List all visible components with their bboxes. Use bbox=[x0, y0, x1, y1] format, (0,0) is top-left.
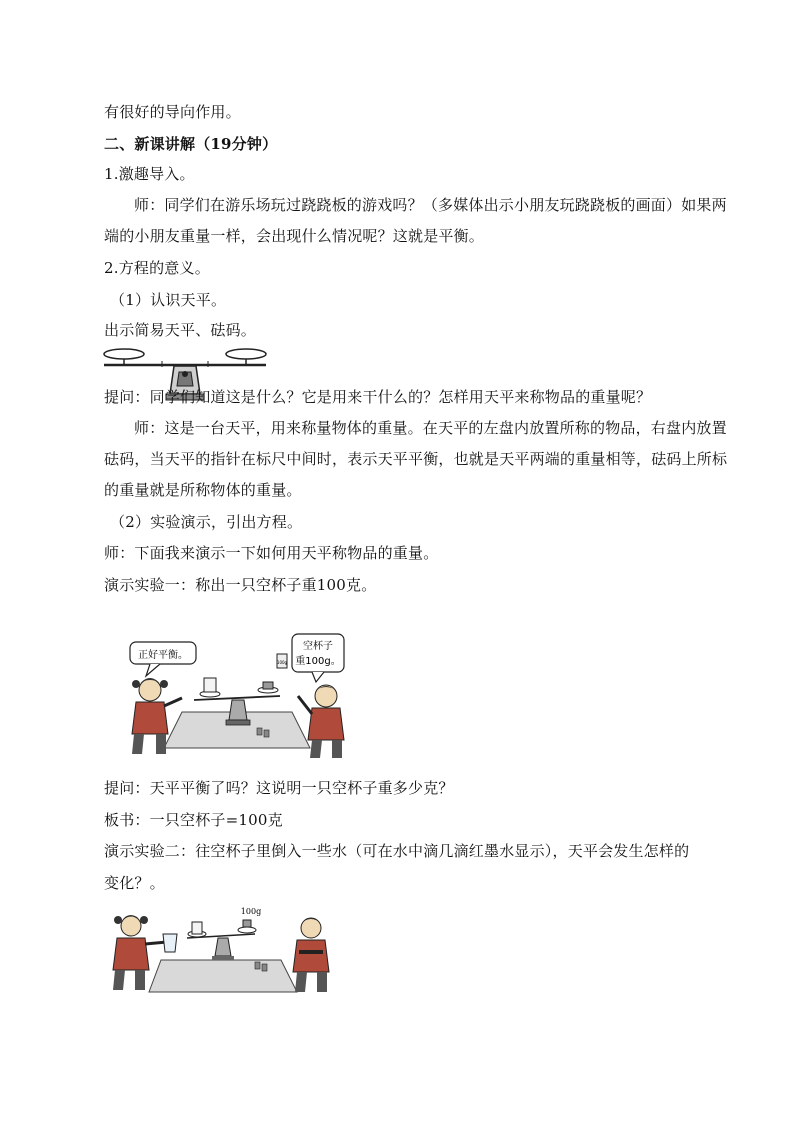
paragraph-line: 师：这是一台天平，用来称量物体的重量。在天平的左盘内放置所称的物品，右盘内放置 bbox=[134, 419, 727, 437]
experiment-two-figure bbox=[105, 904, 335, 996]
paragraph-line: 出示简易天平、砝码。 bbox=[104, 321, 257, 339]
bubble-right-text-1: 空杯子 bbox=[303, 641, 333, 652]
paragraph-line: 砝码，当天平的指针在标尺中间时，表示天平平衡，也就是天平两端的重量相等，砝码上所标 bbox=[104, 450, 728, 468]
paragraph-line: 演示实验一：称出一只空杯子重100克。 bbox=[104, 576, 377, 594]
subsection-item: （1）认识天平。 bbox=[110, 291, 227, 309]
paragraph-line: 的重量就是所称物体的重量。 bbox=[104, 481, 302, 499]
paragraph-line: 演示实验二：往空杯子里倒入一些水（可在水中滴几滴红墨水显示），天平会发生怎样的 bbox=[104, 842, 690, 860]
paragraph-line: 端的小朋友重量一样，会出现什么情况呢？这就是平衡。 bbox=[104, 227, 485, 245]
paragraph-line: 师：下面我来演示一下如何用天平称物品的重量。 bbox=[104, 544, 439, 562]
section-heading: 二、新课讲解（19分钟） bbox=[104, 135, 278, 153]
paragraph-line: 变化？。 bbox=[104, 874, 165, 892]
experiment-one-figure bbox=[120, 604, 355, 762]
bubble-left-text: 正好平衡。 bbox=[138, 650, 188, 661]
weight-label: 100g bbox=[276, 660, 288, 665]
subsection-heading: 1.激趣导入。 bbox=[104, 165, 195, 183]
paragraph-line: 师：同学们在游乐场玩过跷跷板的游戏吗？（多媒体出示小朋友玩跷跷板的画面）如果两 bbox=[134, 196, 727, 214]
paragraph-line: 板书：一只空杯子=100克 bbox=[104, 811, 283, 829]
subsection-heading: 2.方程的意义。 bbox=[104, 259, 210, 277]
subsection-item: （2）实验演示，引出方程。 bbox=[110, 513, 303, 531]
bubble-right-text-2: 重100g。 bbox=[295, 656, 341, 667]
paragraph-line: 有很好的导向作用。 bbox=[104, 103, 241, 121]
paragraph-line: 提问：天平平衡了吗？这说明一只空杯子重多少克？ bbox=[104, 779, 454, 797]
paragraph-line: 提问：同学们知道这是什么？它是用来干什么的？怎样用天平来称物品的重量呢？ bbox=[104, 388, 652, 406]
weight-label: 100g bbox=[240, 907, 262, 916]
